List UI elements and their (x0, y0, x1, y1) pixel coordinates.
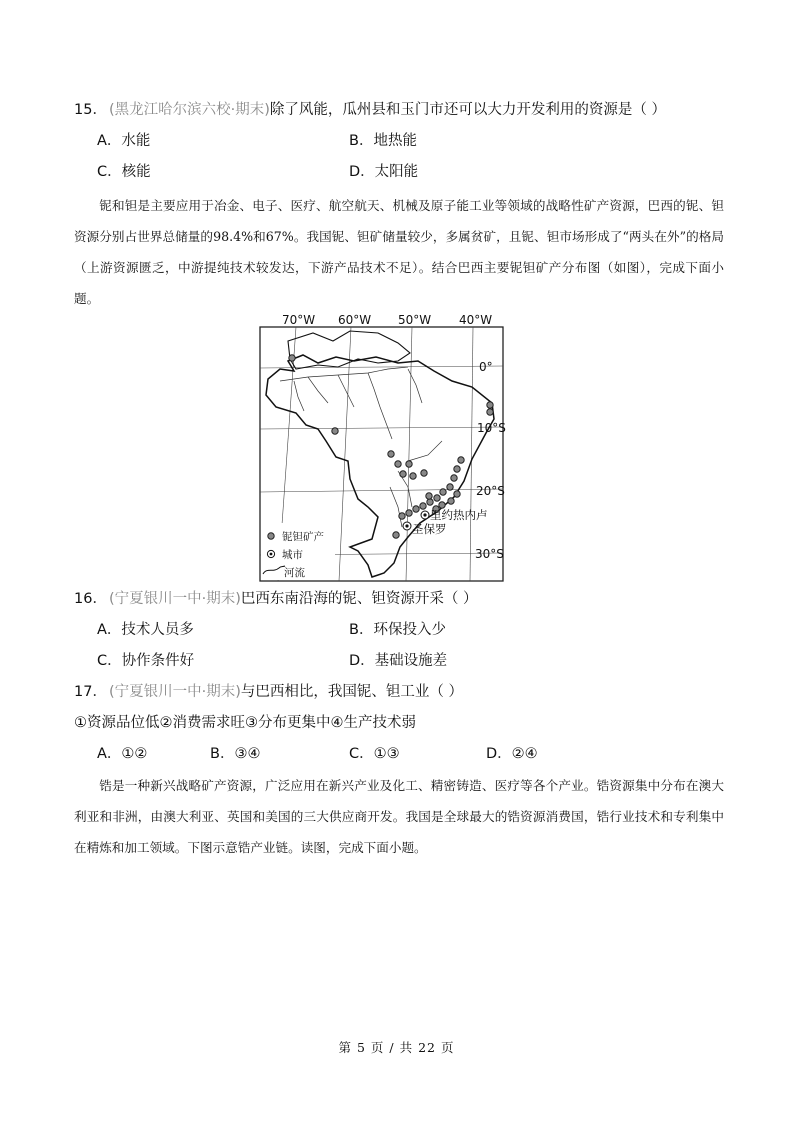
question-number: 15． (74, 102, 107, 118)
lon-label-60w: 60°W (338, 313, 372, 327)
question-16 (74, 589, 478, 609)
question-15 (74, 100, 666, 120)
reading-passage-niobium-tantalum: 铌和钽是主要应用于冶金、电子、医疗、航空航天、机械及原子能工业等领域的战略性矿产资源，巴西的铌、钽资源分别占世界总储量的98.4%和67%。我国铌、钽矿储量较少，多属贫矿，且铌、钽市场形成了“两头在外”的格局（上游资源匮乏，中游提纯技术较发达，下游产品技术不足）。结合巴西主要铌钽矿产分布图（如图），完成下面小题。 (74, 198, 724, 306)
legend-deposit-icon (268, 533, 274, 539)
q17-option-a[interactable]: A．①② (97, 746, 148, 762)
brazil-niobium-tantalum-map (258, 311, 506, 583)
q16-option-d[interactable]: D．基础设施差 (349, 653, 448, 669)
question-number: 16． (74, 591, 107, 607)
question-number: 17． (74, 684, 107, 700)
lon-label-70w: 70°W (282, 313, 316, 327)
deposit-marker (399, 513, 405, 519)
question-source: (宁夏银川一中·期末) (108, 684, 241, 700)
deposit-marker (447, 484, 453, 490)
deposit-marker (400, 471, 406, 477)
lon-label-50w: 50°W (398, 313, 432, 327)
q16-option-a[interactable]: A．技术人员多 (97, 622, 194, 638)
lon-label-40w: 40°W (459, 313, 493, 327)
deposit-marker (332, 428, 338, 434)
legend-deposit-label: 铌钽矿产 (282, 531, 324, 543)
q15-option-a[interactable]: A．水能 (97, 133, 151, 149)
deposit-marker (487, 402, 493, 408)
deposit-marker (451, 475, 457, 481)
deposit-marker (454, 491, 460, 497)
deposit-marker (406, 510, 412, 516)
q17-option-d[interactable]: D．②④ (486, 746, 538, 762)
map-legend (261, 523, 335, 580)
q17-option-c[interactable]: C．①③ (349, 746, 400, 762)
deposit-marker (434, 495, 440, 501)
deposit-marker (413, 506, 419, 512)
deposit-marker (410, 473, 416, 479)
city-label-rio: 里约热内卢 (430, 508, 488, 522)
deposit-marker (393, 532, 399, 538)
lat-label-30s: 30°S (475, 547, 504, 561)
question-source: (黑龙江哈尔滨六校·期末) (108, 102, 270, 118)
deposit-marker (448, 498, 454, 504)
q17-option-b[interactable]: B．③④ (210, 746, 261, 762)
deposit-marker (420, 503, 426, 509)
q15-option-c[interactable]: C．核能 (97, 164, 151, 180)
q15-option-d[interactable]: D．太阳能 (349, 164, 419, 180)
deposit-marker (427, 499, 433, 505)
q16-option-c[interactable]: C．协作条件好 (97, 653, 195, 669)
deposit-marker (458, 457, 464, 463)
lat-label-20s: 20°S (476, 484, 505, 498)
q17-statements: ①资源品位低②消费需求旺③分布更集中④生产技术弱 (74, 715, 416, 731)
question-stem: 巴西东南沿海的铌、钽资源开采（ ） (240, 591, 478, 607)
question-source: (宁夏银川一中·期末) (108, 591, 241, 607)
question-17 (74, 682, 463, 702)
legend-city-label: 城市 (282, 549, 303, 561)
city-marker-rio (421, 511, 429, 519)
legend-river-label: 河流 (284, 567, 305, 579)
deposit-marker (388, 451, 394, 457)
question-stem: 与巴西相比，我国铌、钽工业（ ） (240, 684, 463, 700)
deposit-marker (406, 461, 412, 467)
q15-option-b[interactable]: B．地热能 (349, 133, 417, 149)
deposit-marker (440, 489, 446, 495)
question-stem: 除了风能，瓜州县和玉门市还可以大力开发利用的资源是（ ） (269, 102, 666, 118)
deposit-marker (395, 461, 401, 467)
deposit-marker (289, 355, 295, 361)
lat-label-0: 0° (479, 360, 493, 374)
city-label-sao-paulo: 圣保罗 (412, 522, 447, 536)
deposit-marker (487, 409, 493, 415)
deposit-marker (426, 493, 432, 499)
q16-option-b[interactable]: B．环保投入少 (349, 622, 446, 638)
reading-passage-zirconium: 锆是一种新兴战略矿产资源，广泛应用在新兴产业及化工、精密铸造、医疗等各个产业。锆资源集中分布在澳大利亚和非洲，由澳大利亚、英国和美国的三大供应商开发。我国是全球最大的锆资源消费国，锆行业技术和专利集中在精炼和加工领域。下图示意锆产业链。读图，完成下面小题。 (74, 778, 724, 855)
deposit-marker (454, 466, 460, 472)
city-marker-sao-paulo (403, 522, 411, 530)
page-number-footer: 第 5 页 / 共 22 页 (338, 1040, 455, 1055)
lat-label-10s: 10°S (477, 421, 506, 435)
deposit-marker (421, 470, 427, 476)
